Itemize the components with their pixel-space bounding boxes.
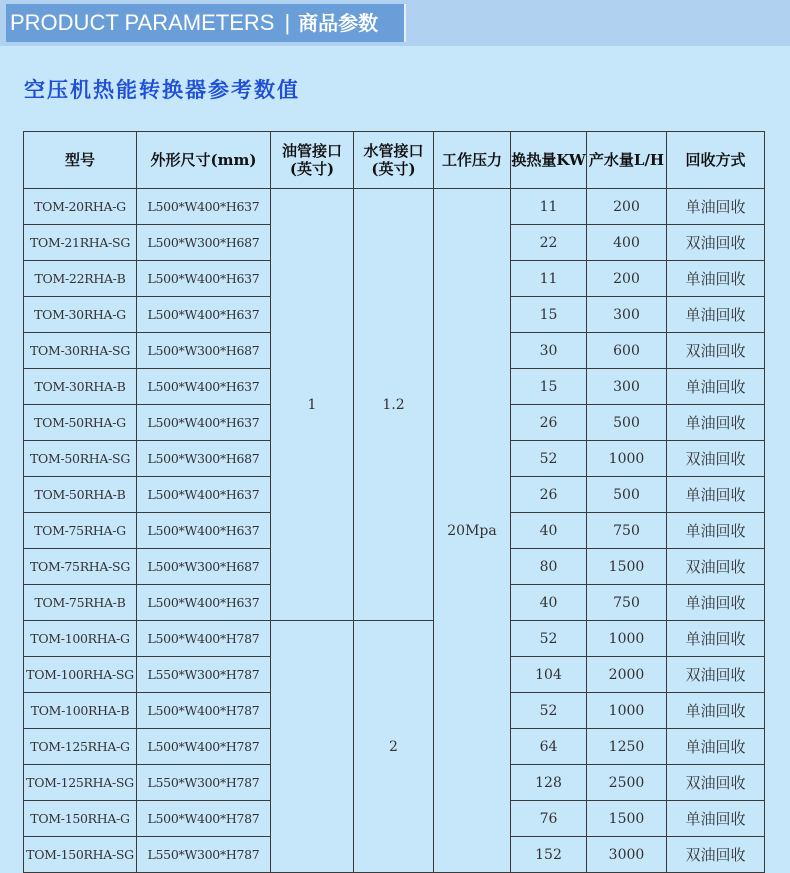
cell-heat-exchange: 152 bbox=[511, 837, 587, 873]
header-oil-pipe: 油管接口(英寸) bbox=[271, 132, 354, 189]
cell-recovery: 单油回收 bbox=[667, 729, 765, 765]
cell-model: TOM-50RHA-B bbox=[24, 477, 137, 513]
header-pressure: 工作压力 bbox=[434, 132, 511, 189]
cell-dimensions: L550*W300*H787 bbox=[137, 765, 271, 801]
cell-heat-exchange: 22 bbox=[511, 225, 587, 261]
cell-water-output: 2000 bbox=[587, 657, 667, 693]
cell-model: TOM-20RHA-G bbox=[24, 189, 137, 225]
cell-recovery: 单油回收 bbox=[667, 693, 765, 729]
page-title: 空压机热能转换器参考数值 bbox=[24, 78, 300, 102]
cell-heat-exchange: 11 bbox=[511, 261, 587, 297]
cell-recovery: 单油回收 bbox=[667, 405, 765, 441]
cell-recovery: 单油回收 bbox=[667, 513, 765, 549]
cell-heat-exchange: 104 bbox=[511, 657, 587, 693]
cell-dimensions: L500*W300*H687 bbox=[137, 441, 271, 477]
cell-model: TOM-100RHA-G bbox=[24, 621, 137, 657]
cell-water-output: 1000 bbox=[587, 621, 667, 657]
cell-heat-exchange: 40 bbox=[511, 585, 587, 621]
cell-water-pipe-group1: 1.2 bbox=[354, 189, 434, 621]
cell-dimensions: L500*W300*H687 bbox=[137, 225, 271, 261]
cell-heat-exchange: 128 bbox=[511, 765, 587, 801]
cell-model: TOM-22RHA-B bbox=[24, 261, 137, 297]
banner-label bbox=[6, 4, 406, 42]
cell-water-output: 2500 bbox=[587, 765, 667, 801]
cell-heat-exchange: 40 bbox=[511, 513, 587, 549]
header-model: 型号 bbox=[24, 132, 137, 189]
cell-dimensions: L500*W400*H637 bbox=[137, 189, 271, 225]
cell-dimensions: L550*W300*H787 bbox=[137, 837, 271, 873]
cell-model: TOM-21RHA-SG bbox=[24, 225, 137, 261]
table-row bbox=[24, 189, 765, 225]
cell-model: TOM-50RHA-SG bbox=[24, 441, 137, 477]
cell-water-output: 3000 bbox=[587, 837, 667, 873]
cell-recovery: 单油回收 bbox=[667, 801, 765, 837]
cell-recovery: 单油回收 bbox=[667, 297, 765, 333]
cell-model: TOM-100RHA-B bbox=[24, 693, 137, 729]
table-header-row bbox=[24, 132, 765, 189]
cell-recovery: 单油回收 bbox=[667, 621, 765, 657]
cell-model: TOM-150RHA-SG bbox=[24, 837, 137, 873]
cell-recovery: 单油回收 bbox=[667, 477, 765, 513]
cell-model: TOM-100RHA-SG bbox=[24, 657, 137, 693]
cell-model: TOM-75RHA-B bbox=[24, 585, 137, 621]
cell-water-output: 500 bbox=[587, 405, 667, 441]
cell-recovery: 双油回收 bbox=[667, 837, 765, 873]
cell-recovery: 单油回收 bbox=[667, 585, 765, 621]
banner-english: PRODUCT PARAMETERS bbox=[10, 10, 275, 35]
cell-model: TOM-75RHA-SG bbox=[24, 549, 137, 585]
cell-dimensions: L550*W300*H787 bbox=[137, 657, 271, 693]
cell-model: TOM-50RHA-G bbox=[24, 405, 137, 441]
cell-water-output: 600 bbox=[587, 333, 667, 369]
cell-water-output: 200 bbox=[587, 261, 667, 297]
banner-chinese: 商品参数 bbox=[298, 11, 379, 35]
cell-dimensions: L500*W400*H637 bbox=[137, 261, 271, 297]
header-recovery: 回收方式 bbox=[667, 132, 765, 189]
cell-heat-exchange: 30 bbox=[511, 333, 587, 369]
cell-water-output: 750 bbox=[587, 513, 667, 549]
header-water-pipe: 水管接口(英寸) bbox=[354, 132, 434, 189]
cell-dimensions: L500*W300*H687 bbox=[137, 549, 271, 585]
cell-dimensions: L500*W300*H687 bbox=[137, 333, 271, 369]
cell-heat-exchange: 52 bbox=[511, 621, 587, 657]
header-dimensions: 外形尺寸(mm) bbox=[137, 132, 271, 189]
cell-model: TOM-75RHA-G bbox=[24, 513, 137, 549]
cell-dimensions: L500*W400*H787 bbox=[137, 693, 271, 729]
cell-model: TOM-30RHA-G bbox=[24, 297, 137, 333]
cell-heat-exchange: 15 bbox=[511, 369, 587, 405]
cell-heat-exchange: 26 bbox=[511, 477, 587, 513]
cell-water-output: 200 bbox=[587, 189, 667, 225]
cell-recovery: 单油回收 bbox=[667, 261, 765, 297]
cell-water-output: 1250 bbox=[587, 729, 667, 765]
cell-dimensions: L500*W400*H787 bbox=[137, 801, 271, 837]
cell-heat-exchange: 15 bbox=[511, 297, 587, 333]
cell-water-output: 1000 bbox=[587, 441, 667, 477]
cell-recovery: 双油回收 bbox=[667, 549, 765, 585]
banner-separator: | bbox=[284, 10, 291, 35]
cell-pressure: 20Mpa bbox=[434, 189, 511, 873]
cell-dimensions: L500*W400*H637 bbox=[137, 369, 271, 405]
cell-recovery: 双油回收 bbox=[667, 333, 765, 369]
cell-oil-pipe-group2 bbox=[271, 621, 354, 873]
cell-model: TOM-125RHA-G bbox=[24, 729, 137, 765]
cell-dimensions: L500*W400*H787 bbox=[137, 729, 271, 765]
cell-recovery: 单油回收 bbox=[667, 369, 765, 405]
table-body bbox=[24, 189, 765, 873]
cell-water-output: 1000 bbox=[587, 693, 667, 729]
cell-heat-exchange: 26 bbox=[511, 405, 587, 441]
cell-dimensions: L500*W400*H637 bbox=[137, 297, 271, 333]
cell-water-output: 400 bbox=[587, 225, 667, 261]
cell-water-output: 1500 bbox=[587, 801, 667, 837]
cell-model: TOM-125RHA-SG bbox=[24, 765, 137, 801]
cell-water-pipe-group2: 2 bbox=[354, 621, 434, 873]
cell-heat-exchange: 11 bbox=[511, 189, 587, 225]
header-heat-exchange: 换热量KW bbox=[511, 132, 587, 189]
cell-model: TOM-30RHA-B bbox=[24, 369, 137, 405]
cell-recovery: 双油回收 bbox=[667, 765, 765, 801]
cell-water-output: 1500 bbox=[587, 549, 667, 585]
cell-dimensions: L500*W400*H637 bbox=[137, 405, 271, 441]
cell-dimensions: L500*W400*H637 bbox=[137, 513, 271, 549]
cell-oil-pipe-group1: 1 bbox=[271, 189, 354, 621]
header-water-output: 产水量L/H bbox=[587, 132, 667, 189]
cell-dimensions: L500*W400*H637 bbox=[137, 477, 271, 513]
cell-dimensions: L500*W400*H787 bbox=[137, 621, 271, 657]
cell-model: TOM-30RHA-SG bbox=[24, 333, 137, 369]
cell-heat-exchange: 52 bbox=[511, 441, 587, 477]
cell-water-output: 500 bbox=[587, 477, 667, 513]
cell-dimensions: L500*W400*H637 bbox=[137, 585, 271, 621]
cell-heat-exchange: 52 bbox=[511, 693, 587, 729]
cell-model: TOM-150RHA-G bbox=[24, 801, 137, 837]
cell-recovery: 双油回收 bbox=[667, 225, 765, 261]
cell-heat-exchange: 64 bbox=[511, 729, 587, 765]
cell-heat-exchange: 80 bbox=[511, 549, 587, 585]
table-row bbox=[24, 621, 765, 657]
cell-water-output: 750 bbox=[587, 585, 667, 621]
cell-water-output: 300 bbox=[587, 369, 667, 405]
cell-heat-exchange: 76 bbox=[511, 801, 587, 837]
parameter-table bbox=[23, 131, 765, 873]
cell-recovery: 单油回收 bbox=[667, 189, 765, 225]
header-banner bbox=[0, 0, 790, 46]
cell-recovery: 双油回收 bbox=[667, 657, 765, 693]
cell-recovery: 双油回收 bbox=[667, 441, 765, 477]
cell-water-output: 300 bbox=[587, 297, 667, 333]
